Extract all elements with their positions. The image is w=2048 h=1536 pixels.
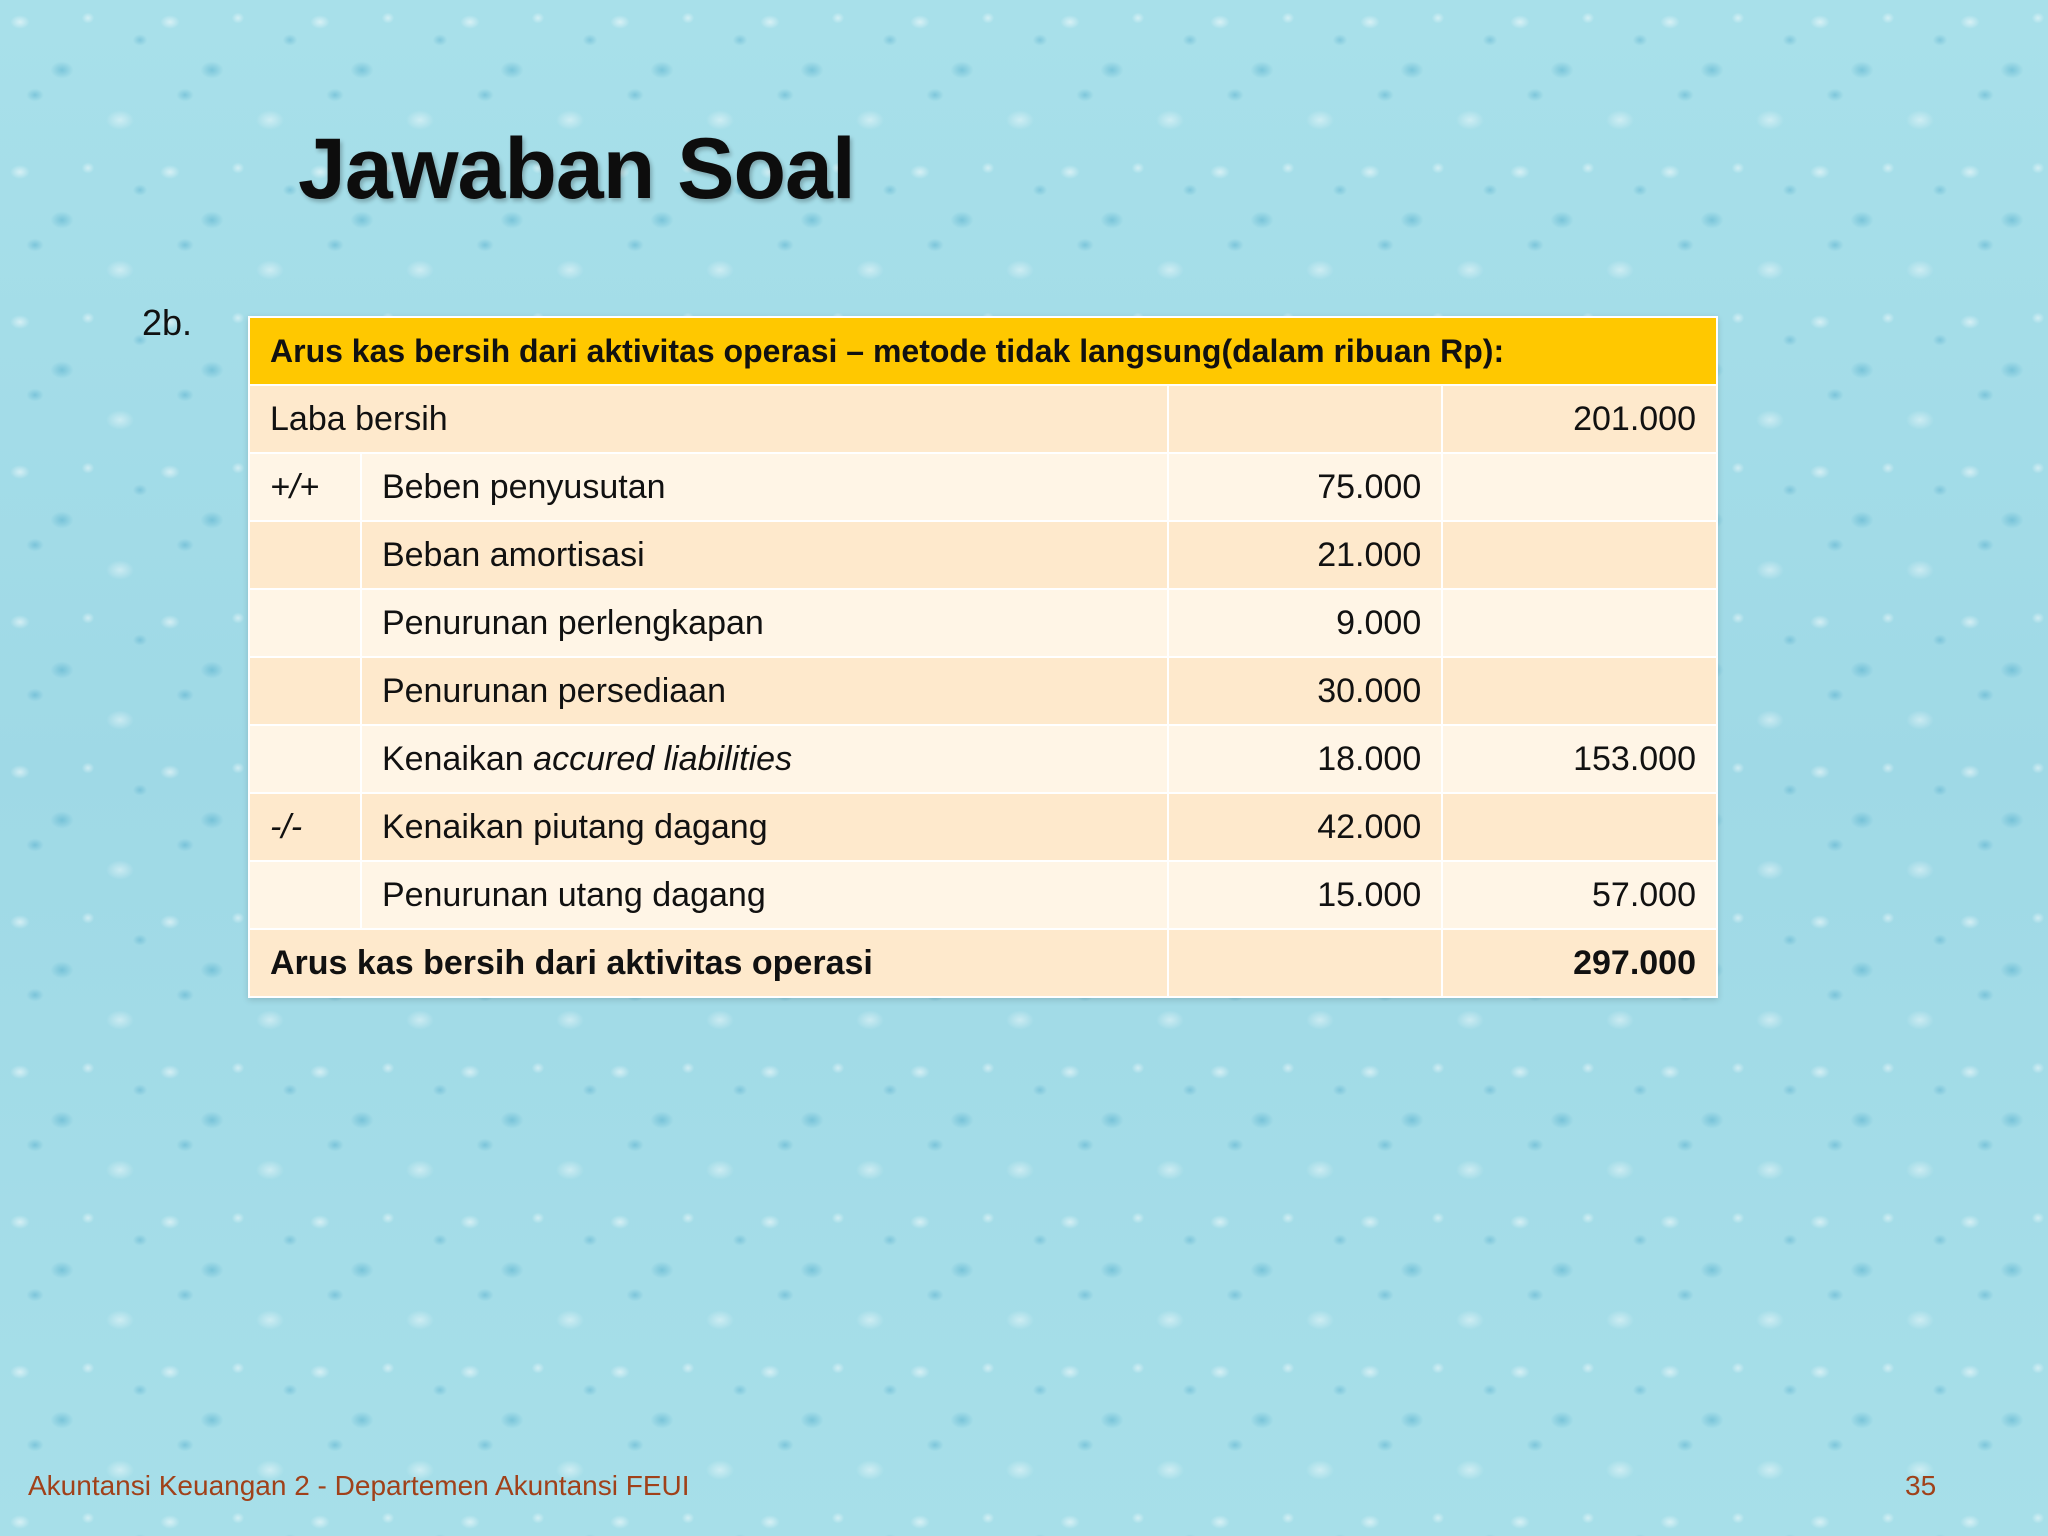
amount-cell: 30.000 [1168,657,1443,725]
cash-flow-table [248,316,1718,998]
sign-cell [249,657,361,725]
row-label: Beban amortisasi [361,521,1168,589]
amount-cell: 9.000 [1168,589,1443,657]
table-header-row [249,317,1717,385]
table-row [249,521,1717,589]
amount-cell: 21.000 [1168,521,1443,589]
table-row [249,861,1717,929]
amount-cell: 18.000 [1168,725,1443,793]
item-label: 2b. [142,302,193,343]
net-income-total: 201.000 [1442,385,1717,453]
additions-sign: +/+ [249,453,361,521]
row-label: Penurunan persediaan [361,657,1168,725]
total-cell [1442,453,1717,521]
row-label-prefix: Kenaikan [381,739,534,778]
deductions-sign: -/- [249,793,361,861]
slide-title: Jawaban Soal [298,121,855,217]
total-cell: 57.000 [1442,861,1717,929]
net-income-label: Laba bersih [249,385,1168,453]
total-cell [1442,657,1717,725]
amount-cell [1168,385,1443,453]
sign-cell [249,521,361,589]
row-label-italic: accured liabilities [533,739,793,778]
table-row [249,725,1717,793]
net-cash-label: Arus kas bersih dari aktivitas operasi [249,929,1168,997]
sign-cell [249,725,361,793]
table-row [249,589,1717,657]
total-cell [1442,521,1717,589]
table-row [249,929,1717,997]
row-label: Kenaikan piutang dagang [361,793,1168,861]
row-label: Beben penyusutan [361,453,1168,521]
total-cell [1442,793,1717,861]
table-row [249,453,1717,521]
amount-cell: 15.000 [1168,861,1443,929]
page-number: 35 [1905,1470,1937,1501]
amount-cell [1168,929,1443,997]
amount-cell: 75.000 [1168,453,1443,521]
sign-cell [249,589,361,657]
row-label [361,725,1168,793]
table-row [249,657,1717,725]
total-cell [1442,589,1717,657]
row-label: Penurunan utang dagang [361,861,1168,929]
amount-cell: 42.000 [1168,793,1443,861]
table-row [249,793,1717,861]
footer-text: Akuntansi Keuangan 2 - Departemen Akuntansi FEUI [28,1470,690,1501]
table-header: Arus kas bersih dari aktivitas operasi – metode tidak langsung(dalam ribuan Rp): [249,317,1717,385]
sign-cell [249,861,361,929]
table-row [249,385,1717,453]
row-label: Penurunan perlengkapan [361,589,1168,657]
net-cash-total: 297.000 [1442,929,1717,997]
total-cell: 153.000 [1442,725,1717,793]
